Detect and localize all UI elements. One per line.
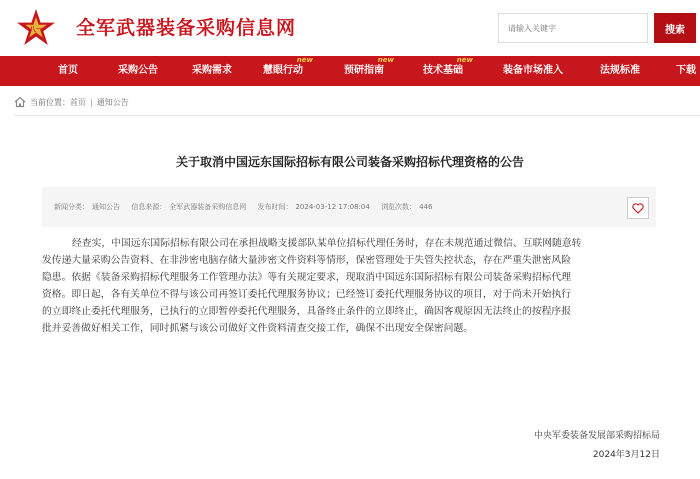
article-signature: 中央军委装备发展部采购招标局 (533, 431, 660, 441)
nav-item-procurement-notice[interactable] (118, 56, 158, 86)
nav-item-market-access[interactable] (503, 56, 563, 86)
nav-item-home[interactable] (58, 56, 78, 86)
article-body-line: 隐患。依据《装备采购招标代理服务工作管理办法》等有关规定要求，现取消中国远东国际招标有限公司装备采购招标代理 (42, 272, 572, 283)
nav-item-label: 下载 (676, 65, 696, 76)
article-body-line: 资格。即日起，各有关单位不得与该公司再签订委托代理服务协议；已经签订委托代理服务协议的项目，对于尚未开始执行 (42, 289, 572, 300)
nav-item-label: 法规标准 (600, 65, 640, 76)
article-title: 关于取消中国远东国际招标有限公司装备采购招标代理资格的公告 (175, 155, 524, 169)
nav-item-label: 技术基础 (423, 65, 463, 76)
site-title[interactable]: 全军武器装备采购信息网 (76, 17, 297, 39)
article-body (42, 235, 688, 337)
article-body-line: 发传递大量采购公告资料、在非涉密电脑存储大量涉密文件资料等情形，保密管理处于失管失控状态，存在严重失泄密风险 (42, 255, 572, 266)
meta-views: 446 (419, 203, 433, 211)
breadcrumb-divider (14, 115, 700, 116)
nav-item-label: 采购公告 (118, 65, 158, 76)
meta-category-label: 新闻分类： (54, 203, 89, 211)
article-body-line: 批并妥善做好相关工作，同时抓紧与该公司做好文件资料清查交接工作，确保不出现安全保密问题。 (42, 323, 474, 334)
search-button[interactable]: 搜索 (654, 13, 696, 43)
nav-item-tech-basis[interactable] (423, 56, 473, 86)
meta-time: 2024-03-12 17:08:04 (295, 203, 370, 211)
meta-source: 全军武器装备采购信息网 (169, 203, 247, 211)
like-button[interactable] (627, 197, 649, 219)
search-input[interactable] (498, 13, 648, 43)
meta-views-label: 浏览次数： (381, 203, 417, 211)
new-badge: new (296, 56, 313, 64)
nav-item-label: 预研指南 (344, 65, 384, 76)
home-icon (14, 96, 26, 108)
meta-source-label: 信息来源： (131, 203, 167, 211)
article-body-line: 的立即终止委托代理服务，已执行的立即暂停委托代理服务，具备终止条件的立即终止，确因客观原因无法终止的按程序报 (42, 306, 572, 317)
nav-item-label: 装备市场准入 (503, 65, 563, 76)
new-badge: new (377, 56, 394, 64)
nav-item-label: 首页 (58, 65, 78, 76)
svg-text:八一: 八一 (29, 25, 43, 34)
new-badge: new (456, 56, 473, 64)
meta-category: 通知公告 (92, 203, 120, 211)
nav-item-procurement-demand[interactable] (192, 56, 232, 86)
main-nav (0, 56, 700, 86)
nav-item-huiyan[interactable] (263, 56, 313, 86)
article-meta (54, 187, 435, 227)
breadcrumb (14, 95, 129, 109)
breadcrumb-prefix: 当前位置： (30, 97, 70, 107)
nav-item-research-guide[interactable] (344, 56, 394, 86)
site-header (0, 0, 700, 56)
breadcrumb-home-link[interactable]: 首页 (70, 97, 86, 107)
article-date: 2024年3月12日 (592, 450, 660, 460)
heart-icon (632, 203, 644, 214)
nav-item-label: 慧眼行动 (263, 65, 303, 76)
article-body-line: 经查实，中国远东国际招标有限公司在承担战略支援部队某单位招标代理任务时，存在未规范通过微信、互联网随意转 (72, 238, 582, 249)
nav-item-regulations[interactable] (600, 56, 640, 86)
nav-item-label: 采购需求 (192, 65, 232, 76)
article-meta-bar (42, 187, 656, 227)
army-emblem-icon[interactable] (16, 8, 56, 48)
breadcrumb-separator: | (90, 97, 93, 107)
breadcrumb-current[interactable]: 通知公告 (96, 97, 129, 107)
meta-time-label: 发布时间： (257, 203, 293, 211)
nav-item-download[interactable] (676, 56, 696, 86)
